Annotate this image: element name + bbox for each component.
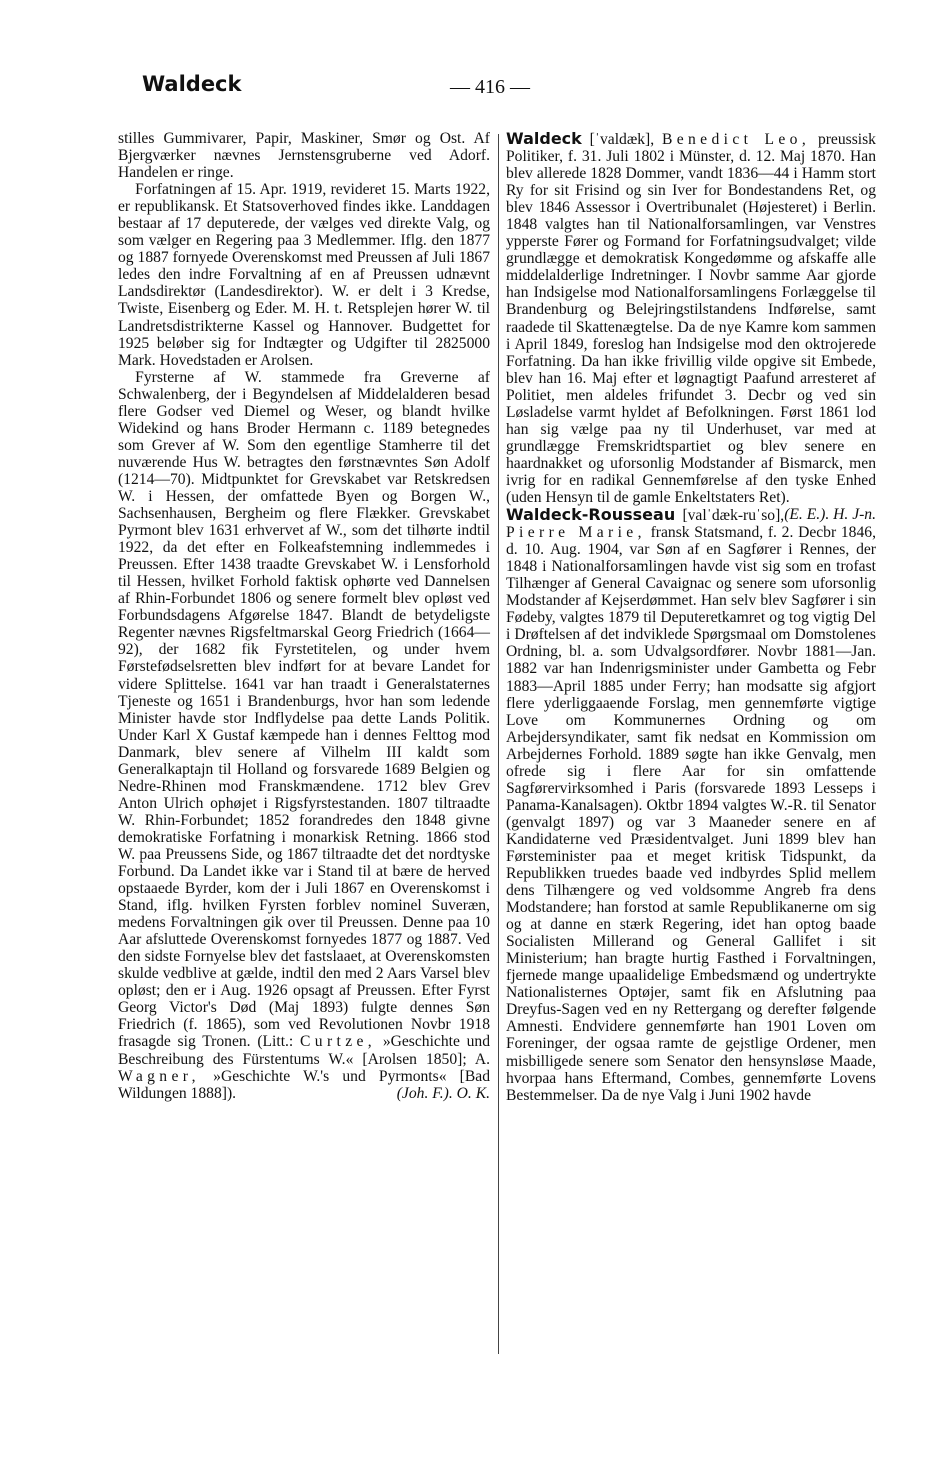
right-column	[506, 130, 876, 1104]
pronunciation: [ˈvaldæk],	[589, 131, 655, 148]
running-head: Waldeck	[142, 72, 242, 96]
page-header	[118, 70, 878, 104]
headword: Waldeck-Rousseau	[506, 505, 676, 525]
citation-text: »Geschichte W.'s und Pyrmonts« [Bad Wildungen 1888]).	[118, 1067, 490, 1102]
paragraph: stilles Gummivarer, Papir, Maskiner, Smør og Ost. Af Bjergværker nævnes Jernstensgruberne ved Adorf. Handelen er ringe.	[118, 130, 490, 182]
citation-text: »Geschichte und Beschreibung des Fürstentums W.« [Arolsen 1850]; A.	[118, 1033, 491, 1068]
entry-body: fransk Statsmand, f. 2. Decbr 1846, d. 10. Aug. 1904, var Søn af en Sagfører i Rennes, der 1848 i Nationalforsamlingen havde vist sig som en trofast Tilhænger af General Cavaignac og senere som uforsonlig Modstander af Kejserdømmet. Han selv blev Sagfører i sin Fødeby, valgtes 1879 til Deputeretkamret og tog vigtig Del i Drøftelsen af det indviklede Spørgsmaal om Domstolenes Ordning, bl. a. som Udvalgsordfører. Novbr 1881—Jan. 1882 var han Indenrigsminister under Gambetta og Febr 1883—April 1885 under Ferry; han modsatte sig afgjort flere yderliggaaende Forslag, men gennemførte vigtige Love om Kommunernes Ordning og om Arbejdersyndikater, samt fik nedsat en Kommission om Arbejdernes Forhold. 1889 søgte han ikke Genvalg, men ofrede sig i flere Aar for sin omfattende Sagførervirksomhed i Paris (forsvarede 1893 Lesseps i Panama-Kanalsagen). Oktbr 1894 valgtes W.-R. til Senator (genvalgt 1897) og var 3 Maaneder senere en af Kandidaterne ved Præsidentvalget. Juni 1899 blev han Førsteminister paa et meget kritisk Tidspunkt, da Republikken truedes baade ved indbyrdes Splid mellem dens Tilhængere og ved voldsomme Angreb fra dens Modstandere; han forstod at samle Republikanerne om sig og at danne en stærk Regering, idet han optog baade Socialisten Millerand og General Gallifet i sit Ministerium; han bragte hurtig Fasthed i Forvaltningen, fjernede mange upaalidelige Embedsmænd og undertrykte Nationalisternes Optøjer, samt fik en Afslutning paa Dreyfus-Sagen ved en ny Rettergang og derefter følgende Amnesti. Endvidere gennemførte han 1901 Loven om Foreninger, der ogsaa ramte de gejstlige Ordener, men misbilligede senere som Senator den hensynsløse Maade, hvorpaa hans Eftermand, Combes, gennemførte Lovens Bestemmelser. Da de nye Valg i Juni 1902 havde	[506, 524, 876, 1104]
entry-waldeck-rousseau	[506, 506, 876, 1104]
author-name: Wagner,	[118, 1067, 200, 1085]
pronunciation: [valˈdæk-ruˈso],	[682, 507, 785, 525]
author-name: Curtze,	[300, 1033, 377, 1051]
signature: (E. E.). H. J-n.	[784, 506, 876, 524]
person-name: Benedict Leo,	[661, 131, 811, 148]
column-divider	[498, 134, 499, 1354]
paragraph	[118, 369, 490, 1102]
headword: Waldeck	[506, 129, 582, 148]
left-column	[118, 130, 490, 1102]
paragraph-text: Fyrsterne af W. stammede fra Greverne af Schwalenberg, der i Begyndelsen af Middelalderen besad flere Godser ved Diemel og Weser, og blandt hvilke Widekind og hans Broder Hermann c. 1189 betegnedes som Grever af W. Som den egentlige Stamherre til det nuværende Hus W. betragtes den førstnævntes Søn Adolf (1214—70). Midtpunktet for Grevskabet var Retskredsen W. i Hessen, der omfattede Byen og Borgen W., Sachsenhausen, Bergheim og flere Flækker. Grevskabet Pyrmont blev 1631 erhvervet af W., som det tilhørte indtil 1922, da det efter en Folkeafstemning indlemmedes i Preussen. Efter 1438 traadte Grevskabet W. i Lensforhold til Hessen, hvilket Forhold faktisk ophørte ved Dannelsen af Rhin-Forbundet 1806 og senere formelt blev opløst ved Forbundsdagens Afgørelse 1847. Blandt de betydeligste Regenter nævnes Rigsfeltmarskal Georg Friedrich (1664—92), der 1682 fik Fyrstetitelen, og under hvem Førstefødselsretten blev indført for at bevare Landet for videre Splittelse. 1641 var han traadt i Generalstaternes Tjeneste og 1651 i Brandenburgs, hvor han som ledende Minister havde stor Indflydelse paa dette Lands Politik. Under Karl X Gustaf kæmpede han i dennes Felttog mod Danmark, blev senere af Vilhelm III kaldt som Generalkaptajn til Holland og forsvarede 1689 Belgien og Nedre-Rhinen mod Franskmændene. 1712 blev Grev Anton Ulrich ophøjet i Rigsfyrstestanden. 1807 tiltraadte W. Rhin-Forbundet; 1852 forandredes den 1848 givne demokratiske Forfatning i monarkisk Retning. 1866 stod W. paa Preussens Side, og 1867 tiltraadte det det nordtyske Forbund. Da Landet ikke var i Stand til at bære de herved opstaaede Byrder, kom der i Juli 1867 en Overenskomst i Stand, iflg. hvilken Fyrsten forblev nominel Suveræn, medens Forvaltningen gik over til Preussen. Denne paa 10 Aar afsluttede Overenskomst fornyedes 1877 og 1887. Ved den sidste Fornyelse blev det fastslaaet, at Overenskomsten skulde vedblive at gælde, indtil den med 2 Aars Varsel blev opløst; den er i Aug. 1926 opsagt af Preussen. Efter Fyrst Georg Victor's Død (Maj 1893) fulgte dennes Søn Friedrich (f. 1865), som ved Revolutionen Novbr 1918 frasagde sig Tronen. (Litt.:	[118, 368, 490, 1051]
entry-body: preussisk Politiker, f. 31. Juli 1802 i Münster, d. 12. Maj 1870. Han blev allerede 1828 Dommer, vandt 1836—44 i Hamm stort Ry for sit Frisind og sin Iver for Bondestandens Ret, og blev 1846 Assessor i Overtribunalet (Højesteret) i Berlin. 1848 valgtes han til Nationalforsamlingen, var Venstres ypperste Fører og Formand for Forfatningsudvalget; vilde grundlægge et demokratisk Kongedømme og afskaffe alle middelalderlige Indretninger. I Novbr samme Aar gjorde han Indsigelse mod Nationalforsamlingens Forlæggelse til Brandenburg og Belejringstilstandens Indførelse, samt raadede til Skattenægtelse. Da de nye Kamre kom sammen i April 1849, foreslog han Indsigelse mod den oktrojerede Forfatning. Da han ikke frivillig vilde opgive sit Embede, blev han 16. Maj efter et løgnagtigt Paafund arresteret af Politiet, men aldeles frifundet 3. Decbr og ved sin Løsladelse varmt hyldet af Befolkningen. Først 1861 lod han sig vælge paa ny til Underhuset, var med at grundlægge Fremskridtspartiet og blev senere en haardnakket og uforsonlig Modstander af Bismarck, men ivrig for en radikal Gennemførelse af den tyske Enhed (uden Hensyn til de gamle Enkeltstaters Ret).	[506, 131, 876, 506]
paragraph: Forfatningen af 15. Apr. 1919, revideret 15. Marts 1922, er republikansk. Et Statsoverhoved findes ikke. Landdagen bestaar af 17 deputerede, der vælges ved direkte Valg, og som vælger en Regering paa 3 Medlemmer. Iflg. den 1877 og 1887 fornyede Overenskomst med Preussen af Juli 1867 ledes den indre Forvaltning af en af Preussen udnævnt Landsdirektør (Landesdirektor). W. er delt i 3 Kredse, Twiste, Eisenberg og Eder. M. H. t. Retsplejen hører W. til Landretsdistrikterne Kassel og Hannover. Budgettet for 1925 beløber sig for Indtægter og Udgifter til 2825000 Mark. Hovedstaden er Arolsen.	[118, 181, 490, 369]
person-name: Pierre Marie,	[506, 524, 646, 542]
page-number: — 416 —	[450, 76, 530, 98]
signature: (Joh. F.). O. K.	[396, 1084, 490, 1102]
